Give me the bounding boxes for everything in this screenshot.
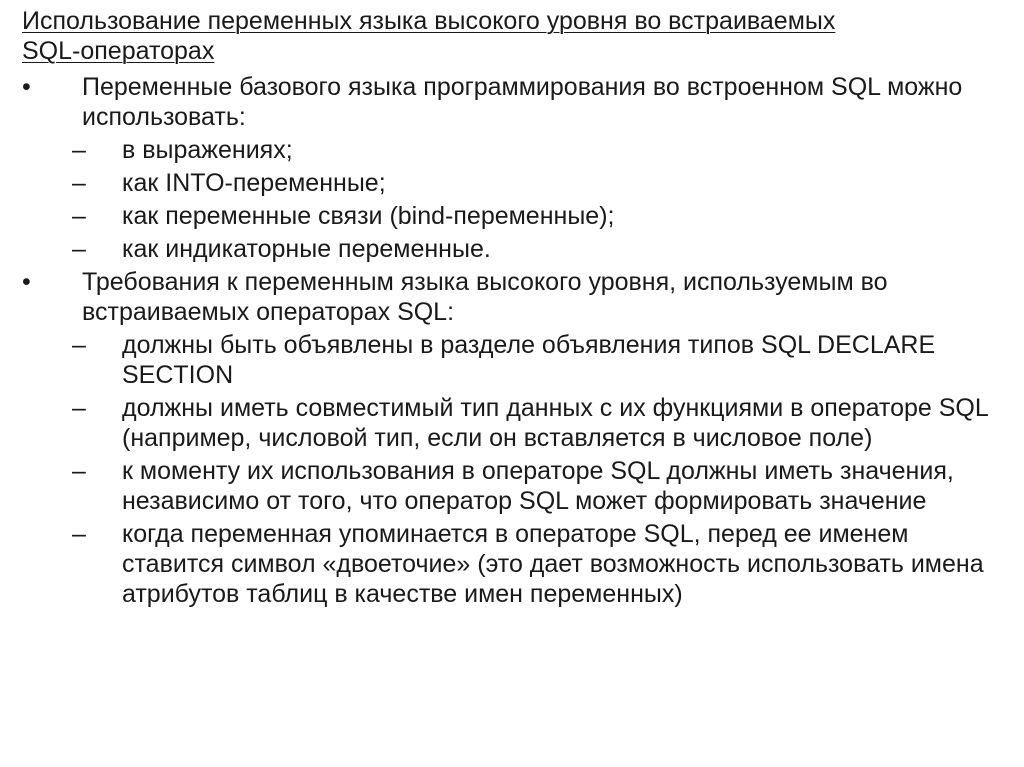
slide-content [22, 72, 1012, 612]
sub-item-text: как INTO-переменные; [122, 169, 386, 197]
dash-marker: – [72, 520, 86, 548]
bullet-marker: • [22, 268, 31, 296]
dash-marker: – [72, 331, 86, 359]
slide-title-line-2: SQL-операторах [22, 37, 215, 65]
dash-marker: – [72, 169, 86, 197]
dash-marker: – [72, 235, 86, 263]
bullet-marker: • [22, 73, 31, 101]
sub-item [22, 393, 1012, 453]
dash-marker: – [72, 394, 86, 422]
dash-marker: – [72, 136, 86, 164]
sub-item-text: к моменту их использования в операторе SQL должны иметь значения, независимо от того, что оператор SQL может формировать значение [122, 457, 954, 515]
sub-item-text: в выражениях; [122, 136, 293, 164]
sub-item [22, 330, 1012, 390]
bullet-item-requirements [22, 267, 1012, 327]
sub-item [22, 519, 1012, 609]
slide-title-line-1: Использование переменных языка высокого уровня во встраиваемых [22, 7, 836, 35]
bullet-item-usage [22, 72, 1012, 132]
sub-item-text: когда переменная упоминается в операторе SQL, перед ее именем ставится символ «двоеточие» (это дает возможность использовать имена атрибутов таблиц в качестве имен переменных) [122, 520, 984, 608]
bullet-text: Переменные базового языка программирования во встроенном SQL можно использовать: [82, 73, 963, 131]
sub-item-text: как индикаторные переменные. [122, 235, 491, 263]
slide-title [22, 6, 1002, 66]
dash-marker: – [72, 457, 86, 485]
bullet-text: Требования к переменным языка высокого уровня, используемым во встраиваемых операторах SQL: [82, 268, 888, 326]
sub-item-text: как переменные связи (bind-переменные); [122, 202, 615, 230]
sub-item [22, 168, 1012, 198]
sub-item [22, 456, 1012, 516]
sub-item [22, 234, 1012, 264]
dash-marker: – [72, 202, 86, 230]
sub-item-text: должны иметь совместимый тип данных с их функциями в операторе SQL (например, числовой тип, если он вставляется в числовое поле) [122, 394, 988, 452]
sub-item [22, 135, 1012, 165]
sub-item [22, 201, 1012, 231]
sub-item-text: должны быть объявлены в разделе объявления типов SQL DECLARE SECTION [122, 331, 936, 389]
